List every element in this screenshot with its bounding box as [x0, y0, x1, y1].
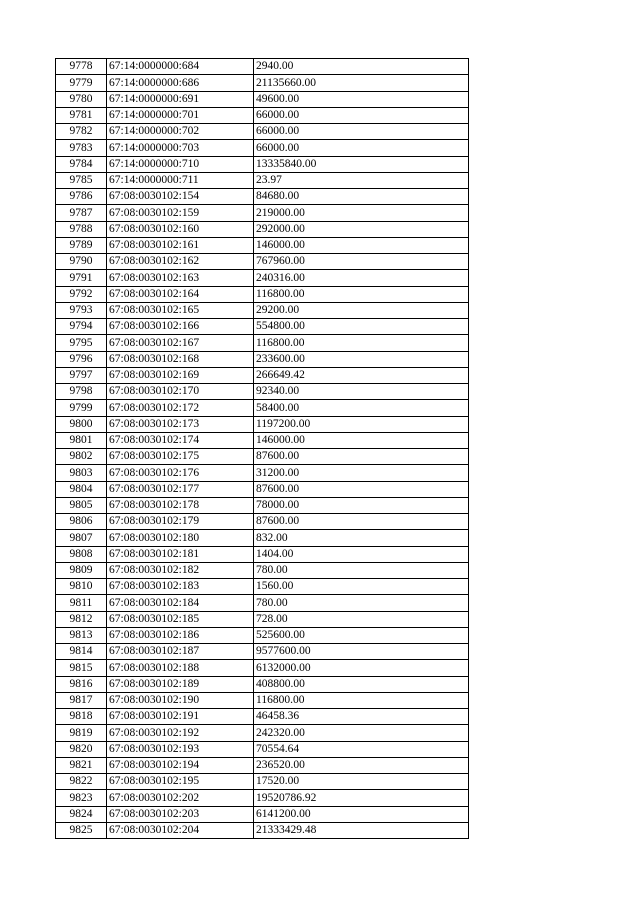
cadastral-number-cell: 67:14:0000000:686 — [107, 75, 254, 91]
value-cell: 116800.00 — [254, 286, 469, 302]
value-cell: 233600.00 — [254, 351, 469, 367]
cadastral-number-cell: 67:14:0000000:691 — [107, 91, 254, 107]
table-row — [56, 449, 469, 465]
cadastral-number-cell: 67:14:0000000:701 — [107, 107, 254, 123]
table-row — [56, 611, 469, 627]
value-cell: 17520.00 — [254, 774, 469, 790]
cadastral-number-cell: 67:08:0030102:187 — [107, 644, 254, 660]
row-number-cell: 9796 — [56, 351, 107, 367]
row-number-cell: 9795 — [56, 335, 107, 351]
value-cell: 767960.00 — [254, 254, 469, 270]
row-number-cell: 9811 — [56, 595, 107, 611]
table-row — [56, 221, 469, 237]
value-cell: 21135660.00 — [254, 75, 469, 91]
value-cell: 6132000.00 — [254, 660, 469, 676]
row-number-cell: 9799 — [56, 400, 107, 416]
value-cell: 554800.00 — [254, 319, 469, 335]
row-number-cell: 9822 — [56, 774, 107, 790]
row-number-cell: 9783 — [56, 140, 107, 156]
table-row — [56, 692, 469, 708]
value-cell: 236520.00 — [254, 757, 469, 773]
cadastral-number-cell: 67:08:0030102:184 — [107, 595, 254, 611]
row-number-cell: 9816 — [56, 676, 107, 692]
cadastral-number-cell: 67:08:0030102:194 — [107, 757, 254, 773]
cadastral-number-cell: 67:08:0030102:169 — [107, 367, 254, 383]
row-number-cell: 9780 — [56, 91, 107, 107]
row-number-cell: 9808 — [56, 546, 107, 562]
value-cell: 780.00 — [254, 562, 469, 578]
value-cell: 13335840.00 — [254, 156, 469, 172]
row-number-cell: 9815 — [56, 660, 107, 676]
table-row — [56, 757, 469, 773]
table-row — [56, 172, 469, 188]
row-number-cell: 9794 — [56, 319, 107, 335]
table-row — [56, 644, 469, 660]
row-number-cell: 9817 — [56, 692, 107, 708]
value-cell: 292000.00 — [254, 221, 469, 237]
table-row — [56, 660, 469, 676]
table-row — [56, 741, 469, 757]
value-cell: 2940.00 — [254, 59, 469, 75]
cadastral-number-cell: 67:14:0000000:684 — [107, 59, 254, 75]
cadastral-number-cell: 67:08:0030102:176 — [107, 465, 254, 481]
row-number-cell: 9793 — [56, 302, 107, 318]
table-row — [56, 432, 469, 448]
value-cell: 1197200.00 — [254, 416, 469, 432]
cadastral-number-cell: 67:08:0030102:179 — [107, 514, 254, 530]
value-cell: 84680.00 — [254, 189, 469, 205]
row-number-cell: 9819 — [56, 725, 107, 741]
cadastral-number-cell: 67:08:0030102:191 — [107, 709, 254, 725]
table-row — [56, 530, 469, 546]
row-number-cell: 9779 — [56, 75, 107, 91]
table-row — [56, 676, 469, 692]
value-cell: 780.00 — [254, 595, 469, 611]
row-number-cell: 9791 — [56, 270, 107, 286]
row-number-cell: 9789 — [56, 237, 107, 253]
row-number-cell: 9782 — [56, 124, 107, 140]
value-cell: 70554.64 — [254, 741, 469, 757]
row-number-cell: 9823 — [56, 790, 107, 806]
cadastral-number-cell: 67:08:0030102:166 — [107, 319, 254, 335]
value-cell: 23.97 — [254, 172, 469, 188]
cadastral-number-cell: 67:08:0030102:188 — [107, 660, 254, 676]
cadastral-number-cell: 67:08:0030102:159 — [107, 205, 254, 221]
table-row — [56, 400, 469, 416]
table-row — [56, 189, 469, 205]
cadastral-number-cell: 67:08:0030102:182 — [107, 562, 254, 578]
value-cell: 58400.00 — [254, 400, 469, 416]
row-number-cell: 9788 — [56, 221, 107, 237]
value-cell: 87600.00 — [254, 514, 469, 530]
value-cell: 525600.00 — [254, 627, 469, 643]
row-number-cell: 9800 — [56, 416, 107, 432]
row-number-cell: 9825 — [56, 822, 107, 838]
cadastral-number-cell: 67:08:0030102:183 — [107, 579, 254, 595]
cadastral-number-cell: 67:08:0030102:165 — [107, 302, 254, 318]
row-number-cell: 9810 — [56, 579, 107, 595]
table-row — [56, 416, 469, 432]
cadastral-number-cell: 67:08:0030102:163 — [107, 270, 254, 286]
row-number-cell: 9801 — [56, 432, 107, 448]
table-row — [56, 481, 469, 497]
row-number-cell: 9787 — [56, 205, 107, 221]
cadastral-number-cell: 67:08:0030102:173 — [107, 416, 254, 432]
cadastral-number-cell: 67:08:0030102:177 — [107, 481, 254, 497]
row-number-cell: 9809 — [56, 562, 107, 578]
cadastral-number-cell: 67:08:0030102:202 — [107, 790, 254, 806]
value-cell: 1404.00 — [254, 546, 469, 562]
value-cell: 6141200.00 — [254, 806, 469, 822]
table-row — [56, 270, 469, 286]
table-row — [56, 627, 469, 643]
value-cell: 49600.00 — [254, 91, 469, 107]
table-body — [56, 59, 469, 839]
value-cell: 146000.00 — [254, 237, 469, 253]
value-cell: 408800.00 — [254, 676, 469, 692]
value-cell: 219000.00 — [254, 205, 469, 221]
cadastral-number-cell: 67:08:0030102:154 — [107, 189, 254, 205]
table-row — [56, 709, 469, 725]
value-cell: 46458.36 — [254, 709, 469, 725]
row-number-cell: 9797 — [56, 367, 107, 383]
table-row — [56, 546, 469, 562]
table-row — [56, 319, 469, 335]
value-cell: 266649.42 — [254, 367, 469, 383]
table-row — [56, 156, 469, 172]
cadastral-number-cell: 67:08:0030102:186 — [107, 627, 254, 643]
table-row — [56, 205, 469, 221]
cadastral-number-cell: 67:08:0030102:204 — [107, 822, 254, 838]
cadastral-number-cell: 67:08:0030102:162 — [107, 254, 254, 270]
table-row — [56, 59, 469, 75]
row-number-cell: 9821 — [56, 757, 107, 773]
value-cell: 1560.00 — [254, 579, 469, 595]
value-cell: 116800.00 — [254, 335, 469, 351]
row-number-cell: 9784 — [56, 156, 107, 172]
row-number-cell: 9806 — [56, 514, 107, 530]
value-cell: 242320.00 — [254, 725, 469, 741]
cadastral-number-cell: 67:08:0030102:167 — [107, 335, 254, 351]
cadastral-number-cell: 67:14:0000000:703 — [107, 140, 254, 156]
cadastral-number-cell: 67:08:0030102:195 — [107, 774, 254, 790]
cadastral-number-cell: 67:08:0030102:192 — [107, 725, 254, 741]
row-number-cell: 9812 — [56, 611, 107, 627]
row-number-cell: 9786 — [56, 189, 107, 205]
cadastral-number-cell: 67:08:0030102:190 — [107, 692, 254, 708]
table-row — [56, 367, 469, 383]
cadastral-number-cell: 67:08:0030102:164 — [107, 286, 254, 302]
row-number-cell: 9781 — [56, 107, 107, 123]
value-cell: 29200.00 — [254, 302, 469, 318]
cadastral-number-cell: 67:14:0000000:710 — [107, 156, 254, 172]
table-row — [56, 335, 469, 351]
value-cell: 9577600.00 — [254, 644, 469, 660]
table-row — [56, 514, 469, 530]
row-number-cell: 9803 — [56, 465, 107, 481]
row-number-cell: 9778 — [56, 59, 107, 75]
cadastral-value-table — [55, 58, 469, 839]
cadastral-number-cell: 67:14:0000000:702 — [107, 124, 254, 140]
cadastral-number-cell: 67:08:0030102:170 — [107, 384, 254, 400]
table-row — [56, 465, 469, 481]
row-number-cell: 9802 — [56, 449, 107, 465]
table-row — [56, 579, 469, 595]
value-cell: 31200.00 — [254, 465, 469, 481]
table-row — [56, 286, 469, 302]
cadastral-number-cell: 67:08:0030102:175 — [107, 449, 254, 465]
table-row — [56, 790, 469, 806]
table-row — [56, 237, 469, 253]
row-number-cell: 9805 — [56, 497, 107, 513]
table-row — [56, 384, 469, 400]
row-number-cell: 9813 — [56, 627, 107, 643]
value-cell: 240316.00 — [254, 270, 469, 286]
value-cell: 66000.00 — [254, 140, 469, 156]
value-cell: 19520786.92 — [254, 790, 469, 806]
cadastral-number-cell: 67:08:0030102:174 — [107, 432, 254, 448]
value-cell: 87600.00 — [254, 449, 469, 465]
value-cell: 92340.00 — [254, 384, 469, 400]
row-number-cell: 9804 — [56, 481, 107, 497]
table-row — [56, 302, 469, 318]
cadastral-number-cell: 67:08:0030102:203 — [107, 806, 254, 822]
cadastral-number-cell: 67:14:0000000:711 — [107, 172, 254, 188]
table-row — [56, 497, 469, 513]
table-row — [56, 140, 469, 156]
row-number-cell: 9790 — [56, 254, 107, 270]
table-row — [56, 107, 469, 123]
cadastral-number-cell: 67:08:0030102:161 — [107, 237, 254, 253]
value-cell: 66000.00 — [254, 124, 469, 140]
table-row — [56, 351, 469, 367]
row-number-cell: 9814 — [56, 644, 107, 660]
value-cell: 21333429.48 — [254, 822, 469, 838]
table-row — [56, 725, 469, 741]
row-number-cell: 9785 — [56, 172, 107, 188]
row-number-cell: 9792 — [56, 286, 107, 302]
value-cell: 78000.00 — [254, 497, 469, 513]
table-row — [56, 806, 469, 822]
row-number-cell: 9820 — [56, 741, 107, 757]
cadastral-number-cell: 67:08:0030102:180 — [107, 530, 254, 546]
table-row — [56, 254, 469, 270]
cadastral-number-cell: 67:08:0030102:160 — [107, 221, 254, 237]
cadastral-number-cell: 67:08:0030102:193 — [107, 741, 254, 757]
row-number-cell: 9798 — [56, 384, 107, 400]
value-cell: 116800.00 — [254, 692, 469, 708]
cadastral-number-cell: 67:08:0030102:172 — [107, 400, 254, 416]
table-row — [56, 75, 469, 91]
table-row — [56, 822, 469, 838]
cadastral-number-cell: 67:08:0030102:181 — [107, 546, 254, 562]
value-cell: 832.00 — [254, 530, 469, 546]
table-row — [56, 595, 469, 611]
row-number-cell: 9824 — [56, 806, 107, 822]
table-row — [56, 124, 469, 140]
cadastral-number-cell: 67:08:0030102:168 — [107, 351, 254, 367]
cadastral-number-cell: 67:08:0030102:189 — [107, 676, 254, 692]
value-cell: 66000.00 — [254, 107, 469, 123]
table-row — [56, 91, 469, 107]
row-number-cell: 9807 — [56, 530, 107, 546]
cadastral-number-cell: 67:08:0030102:178 — [107, 497, 254, 513]
value-cell: 146000.00 — [254, 432, 469, 448]
cadastral-number-cell: 67:08:0030102:185 — [107, 611, 254, 627]
row-number-cell: 9818 — [56, 709, 107, 725]
value-cell: 87600.00 — [254, 481, 469, 497]
table-row — [56, 562, 469, 578]
table-row — [56, 774, 469, 790]
value-cell: 728.00 — [254, 611, 469, 627]
